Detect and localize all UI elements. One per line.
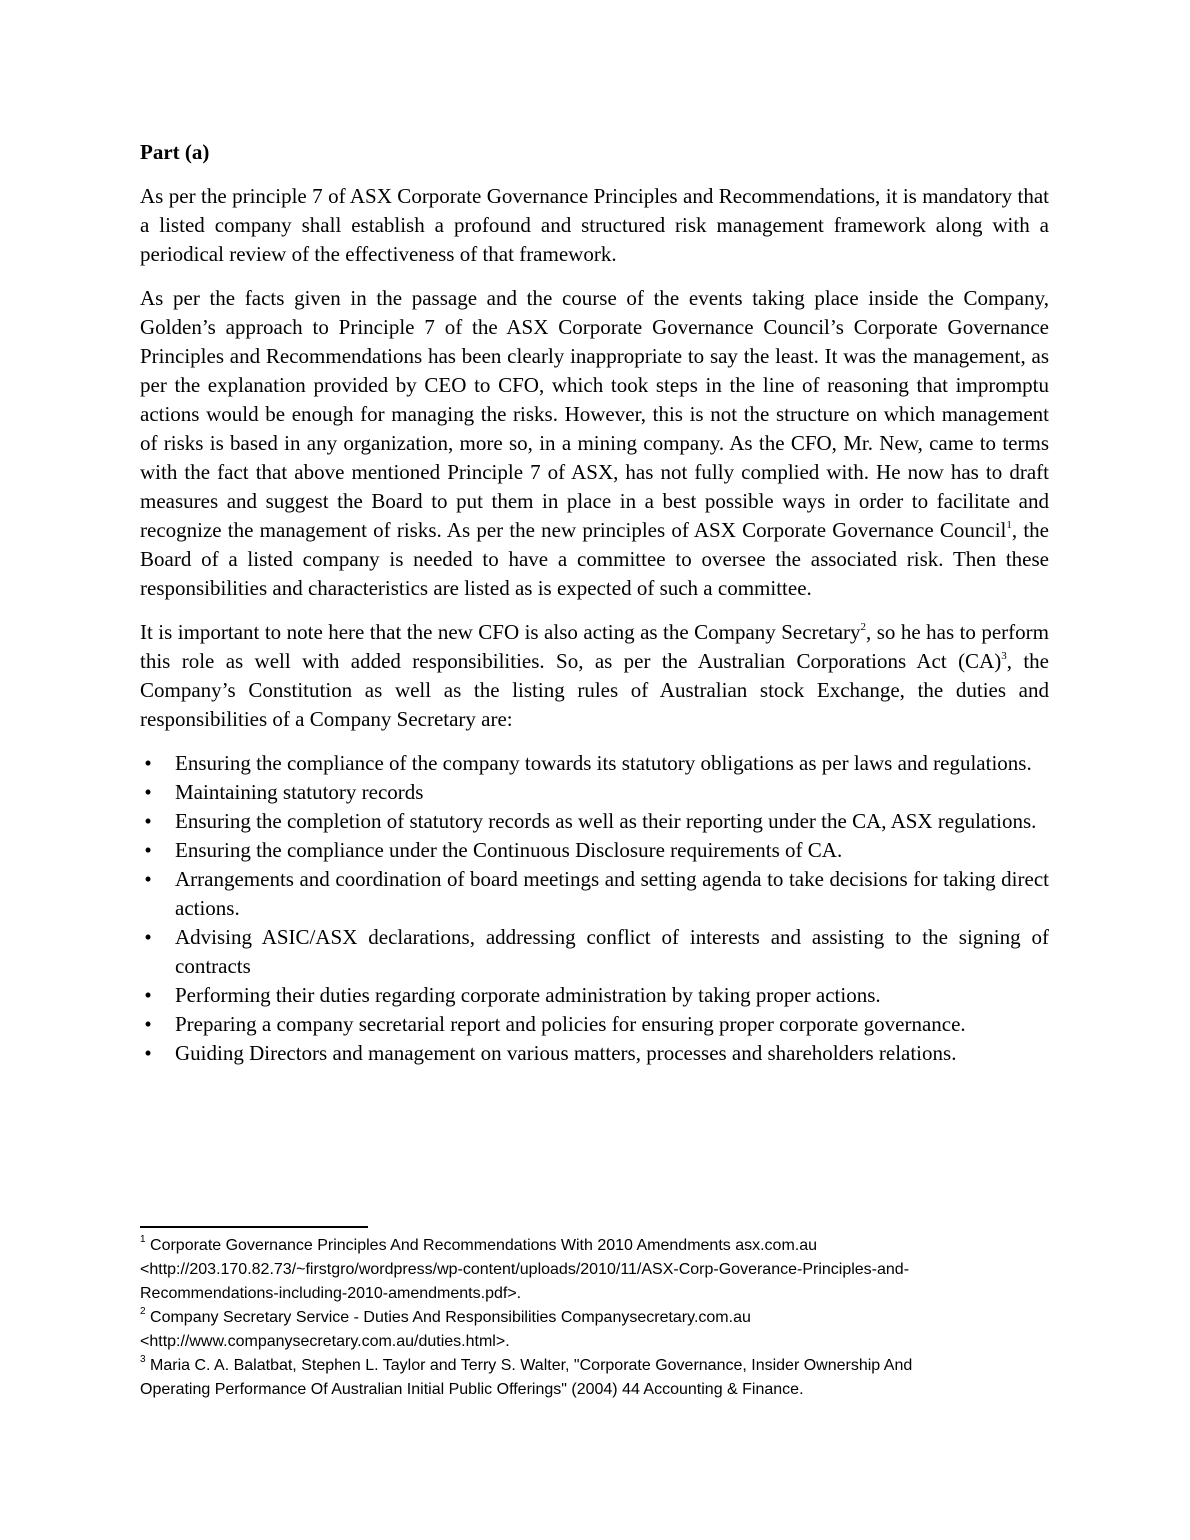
footnote-separator — [140, 1226, 368, 1228]
list-item-text: Arrangements and coordination of board meetings and setting agenda to take decisions for taking direct actions. — [175, 867, 1049, 920]
bullet-icon: • — [144, 867, 152, 891]
bullet-icon: • — [144, 809, 152, 833]
list-item — [140, 778, 1049, 807]
footnote-number: 1 — [140, 1233, 146, 1245]
section-heading: Part (a) — [140, 140, 210, 164]
footnote-1-link — [140, 1258, 1050, 1282]
footnote-ref-2[interactable]: 2 — [860, 621, 867, 633]
paragraph-text: , the Board of a listed company is needed to have a committee to oversee the associated risk. Then these responsibilities and characteristics are listed as is expected of such a committee. — [140, 518, 1050, 600]
footnotes — [140, 1234, 1050, 1402]
list-item-text: Ensuring the completion of statutory records as well as their reporting under the CA, ASX regulations. — [175, 809, 1037, 833]
paragraph-principle-7: As per the principle 7 of ASX Corporate Governance Principles and Recommendations, it is mandatory that a listed company shall establish a profound and structured risk management framework along with a periodical review of the effectiveness of that framework. — [140, 184, 1049, 266]
list-item — [140, 836, 1049, 865]
footnote-text: Corporate Governance Principles And Recommendations With 2010 Amendments asx.com.au — [150, 1237, 818, 1254]
list-item-text: Performing their duties regarding corporate administration by taking proper actions. — [175, 983, 881, 1007]
duties-bullet-list — [140, 749, 1049, 1068]
list-item-text: Advising ASIC/ASX declarations, addressing conflict of interests and assisting to the signing of contracts — [175, 925, 1049, 978]
footnote-ref-1[interactable]: 1 — [1006, 519, 1012, 531]
footnote-text: Company Secretary Service - Duties And Responsibilities Companysecretary.com.au — [150, 1309, 751, 1326]
list-item-text: Ensuring the compliance of the company towards its statutory obligations as per laws and regulations. — [175, 751, 1032, 775]
bullet-icon: • — [144, 925, 152, 949]
footnote-number: 2 — [140, 1305, 146, 1317]
paragraph-text: , the Company’s Constitution as well as the listing rules of Australian stock Exchange, the duties and responsibilities of a Company Secretary are: — [140, 649, 1049, 731]
bullet-icon: • — [144, 838, 152, 862]
paragraph-golden-approach — [140, 284, 1049, 603]
footnote-1-link-cont — [140, 1282, 1050, 1306]
footnote-3 — [140, 1354, 1050, 1378]
list-item-text: Maintaining statutory records — [175, 780, 424, 804]
list-item — [140, 923, 1049, 981]
footnote-2 — [140, 1306, 1050, 1330]
footnote-2-link — [140, 1330, 1050, 1354]
list-item — [140, 981, 1049, 1010]
list-item-text: Preparing a company secretarial report and policies for ensuring proper corporate governance. — [175, 1012, 966, 1036]
footnote-url[interactable]: <http://www.companysecretary.com.au/duties.html>. — [140, 1333, 510, 1350]
paragraph-text: As per the facts given in the passage and the course of the events taking place inside the Company, Golden’s approach to Principle 7 of the ASX Corporate Governance Council’s Corporate Governance Principles and Recommendations has been clearly inappropriate to say the least. It was the management, as per the explanation provided by CEO to CFO, which took steps in the line of reasoning that impromptu actions would be enough for managing the risks. However, this is not the structure on which management of risks is based in any organization, more so, in a mining company. As the CFO, Mr. New, came to terms with the fact that above mentioned Principle 7 of ASX, has not fully complied with. He now has to draft measures and suggest the Board to put them in place in a best possible ways in order to facilitate and recognize the management of risks. As per the new principles of ASX Corporate Governance Council — [140, 286, 1049, 542]
paragraph-text: It is important to note here that the new CFO is also acting as the Company Secretary — [140, 620, 861, 644]
footnote-text: Maria C. A. Balatbat, Stephen L. Taylor and Terry S. Walter, "Corporate Governance, Insider Ownership And — [150, 1357, 913, 1374]
bullet-icon: • — [144, 780, 152, 804]
list-item-text: Guiding Directors and management on various matters, processes and shareholders relations. — [175, 1041, 957, 1065]
bullet-icon: • — [144, 983, 152, 1007]
list-item — [140, 1010, 1049, 1039]
footnote-ref-3[interactable]: 3 — [1001, 650, 1007, 662]
list-item — [140, 865, 1049, 923]
footnote-url[interactable]: <http://203.170.82.73/~firstgro/wordpress/wp-content/uploads/2010/11/ASX-Corp-Goverance-Principles-and- — [140, 1261, 910, 1278]
footnote-3-cont — [140, 1378, 1050, 1402]
list-item — [140, 1039, 1049, 1068]
footnote-url[interactable]: Recommendations-including-2010-amendments.pdf>. — [140, 1285, 522, 1302]
paragraph-text: , so he has to perform this role as well with added responsibilities. So, as per the Australian Corporations Act (CA) — [140, 620, 1049, 673]
footnote-text: Operating Performance Of Australian Initial Public Offerings" (2004) 44 Accounting & Finance. — [140, 1381, 804, 1398]
bullet-icon: • — [144, 751, 152, 775]
footnote-number: 3 — [140, 1353, 146, 1365]
paragraph-company-secretary — [140, 618, 1049, 734]
list-item — [140, 749, 1049, 778]
document-body — [140, 138, 1049, 1068]
bullet-icon: • — [144, 1041, 152, 1065]
bullet-icon: • — [144, 1012, 152, 1036]
list-item — [140, 807, 1049, 836]
list-item-text: Ensuring the compliance under the Continuous Disclosure requirements of CA. — [175, 838, 843, 862]
footnote-1 — [140, 1234, 1050, 1258]
